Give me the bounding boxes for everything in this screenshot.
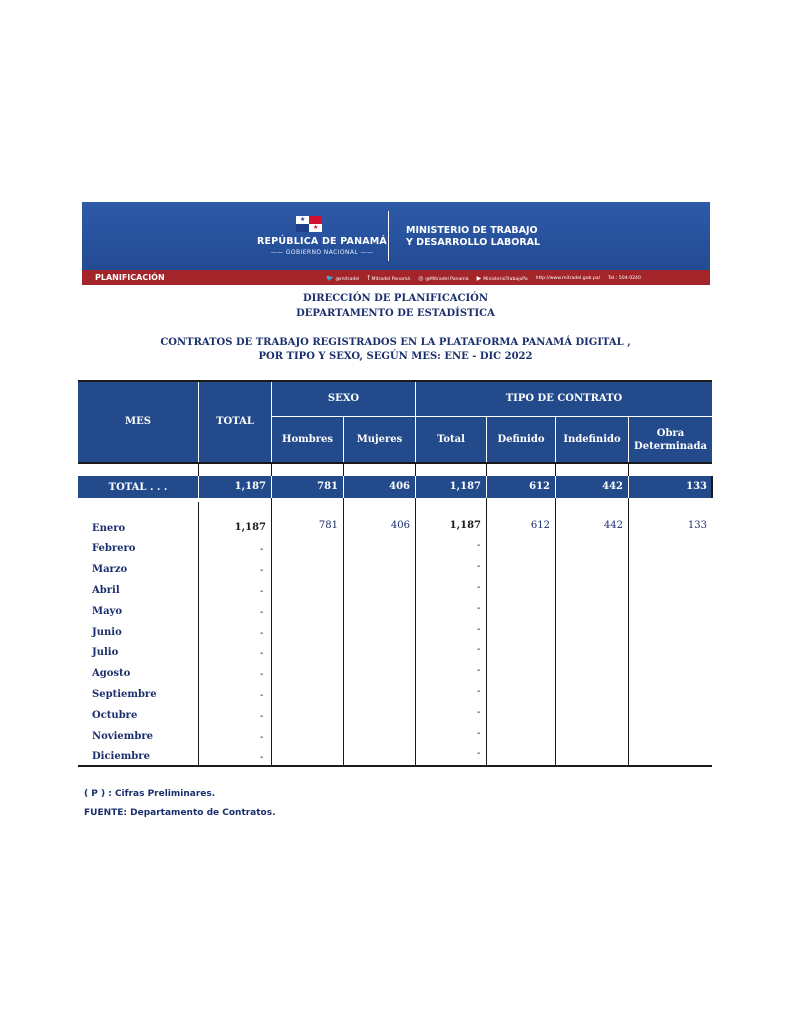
banner-divider — [388, 211, 389, 261]
banner-top — [82, 202, 710, 270]
row-total: - — [260, 669, 264, 680]
total-row-obra: 133 — [686, 481, 707, 492]
row-total: - — [260, 711, 264, 722]
preliminary-note: ( P ) : Cifras Preliminares. — [84, 789, 216, 799]
header-indefinido: Indefinido — [556, 417, 628, 462]
total-row-mujeres: 406 — [389, 481, 410, 492]
row-tipo-total: - — [477, 707, 481, 718]
month-label: Agosto — [92, 668, 131, 679]
panama-flag-icon: ★ ★ — [296, 216, 322, 232]
month-label: Noviembre — [92, 731, 153, 742]
row-total: - — [260, 628, 264, 639]
header-sexo: SEXO — [272, 380, 415, 416]
table-top-rule — [78, 380, 712, 382]
facebook-icon: f — [367, 275, 370, 282]
row-total: - — [260, 648, 264, 659]
row-total: - — [260, 586, 264, 597]
contracts-table — [78, 380, 712, 767]
row-mujeres: 406 — [390, 520, 410, 531]
table-title-line1: CONTRATOS DE TRABAJO REGISTRADOS EN LA PLATAFORMA PANAMÁ DIGITAL , — [160, 337, 631, 348]
row-tipo-total: - — [477, 728, 481, 739]
instagram-icon: ◎ — [418, 275, 424, 282]
total-row-total: 1,187 — [234, 481, 266, 492]
total-row-definido: 612 — [529, 481, 550, 492]
row-tipo-total: - — [477, 644, 481, 655]
table-bottom-rule — [78, 765, 712, 767]
row-total: 1,187 — [234, 522, 266, 533]
total-row-indefinido: 442 — [602, 481, 623, 492]
month-label: Enero — [92, 523, 126, 534]
header-banner — [82, 202, 710, 285]
month-label: Abril — [92, 585, 120, 596]
row-tipo-total: - — [477, 561, 481, 572]
header-mujeres: Mujeres — [344, 417, 415, 462]
row-hombres: 781 — [318, 520, 338, 531]
social-youtube[interactable]: ▶ MinisterioTrabajoPa — [476, 275, 528, 282]
row-definido: 612 — [530, 520, 550, 531]
website-link[interactable]: http://www.mitradel.gob.pa/ — [535, 276, 601, 281]
row-tipo-total: - — [477, 748, 481, 759]
row-tipo-total: - — [477, 624, 481, 635]
header-bottom-rule — [78, 462, 712, 464]
section-label: PLANIFICACIÓN — [95, 273, 165, 282]
table-title-line2: POR TIPO Y SEXO, SEGÚN MES: ENE - DIC 2022 — [258, 351, 533, 362]
month-label: Marzo — [92, 564, 128, 575]
government-label: —— GOBIERNO NACIONAL —— — [270, 249, 374, 256]
header-total: TOTAL — [199, 380, 271, 462]
month-label: Octubre — [92, 710, 138, 721]
row-total: - — [260, 690, 264, 701]
month-label: Septiembre — [92, 689, 157, 700]
header-mes: MES — [78, 380, 198, 462]
row-total: - — [260, 752, 264, 763]
republic-name: REPÚBLICA DE PANAMÁ — [257, 236, 387, 247]
row-tipo-total: - — [477, 686, 481, 697]
social-instagram[interactable]: ◎ @Mitradel Panamá — [418, 275, 469, 282]
row-total: - — [260, 544, 264, 555]
row-total: - — [260, 607, 264, 618]
direction-heading: DIRECCIÓN DE PLANIFICACIÓN — [302, 293, 489, 304]
month-label: Julio — [92, 647, 119, 658]
youtube-icon: ▶ — [476, 275, 482, 282]
banner-strip — [82, 270, 710, 285]
month-label: Febrero — [92, 543, 136, 554]
total-row-hombres: 781 — [317, 481, 338, 492]
header-definido: Definido — [487, 417, 555, 462]
header-hombres: Hombres — [272, 417, 343, 462]
header-tipo-total: Total — [416, 417, 486, 462]
header-tipo-contrato: TIPO DE CONTRATO — [416, 380, 712, 416]
month-label: Junio — [92, 627, 122, 638]
row-indefinido: 442 — [603, 520, 623, 531]
month-label: Diciembre — [92, 751, 150, 762]
phone-number: Tel.: 504-0240 — [608, 276, 641, 281]
row-tipo-total: 1,187 — [449, 520, 481, 531]
source-note: FUENTE: Departamento de Contratos. — [84, 808, 276, 818]
twitter-icon: 🐦 — [326, 275, 334, 282]
ministry-name: MINISTERIO DE TRABAJO Y DESARROLLO LABORAL — [406, 225, 541, 248]
social-links — [326, 274, 706, 283]
row-tipo-total: - — [477, 665, 481, 676]
social-twitter[interactable]: 🐦 @mitradel — [326, 275, 360, 282]
row-total: - — [260, 565, 264, 576]
department-heading: DEPARTAMENTO DE ESTADÍSTICA — [296, 308, 495, 319]
row-tipo-total: - — [477, 603, 481, 614]
total-row-tipo-total: 1,187 — [449, 481, 481, 492]
social-facebook[interactable]: f Mitradel Panamá — [367, 275, 411, 282]
row-tipo-total: - — [477, 540, 481, 551]
row-tipo-total: - — [477, 582, 481, 593]
total-row-label: TOTAL . . . — [108, 481, 168, 493]
row-obra: 133 — [687, 520, 707, 531]
header-obra-determinada: Obra Determinada — [629, 417, 712, 462]
row-total: - — [260, 732, 264, 743]
month-label: Mayo — [92, 606, 123, 617]
